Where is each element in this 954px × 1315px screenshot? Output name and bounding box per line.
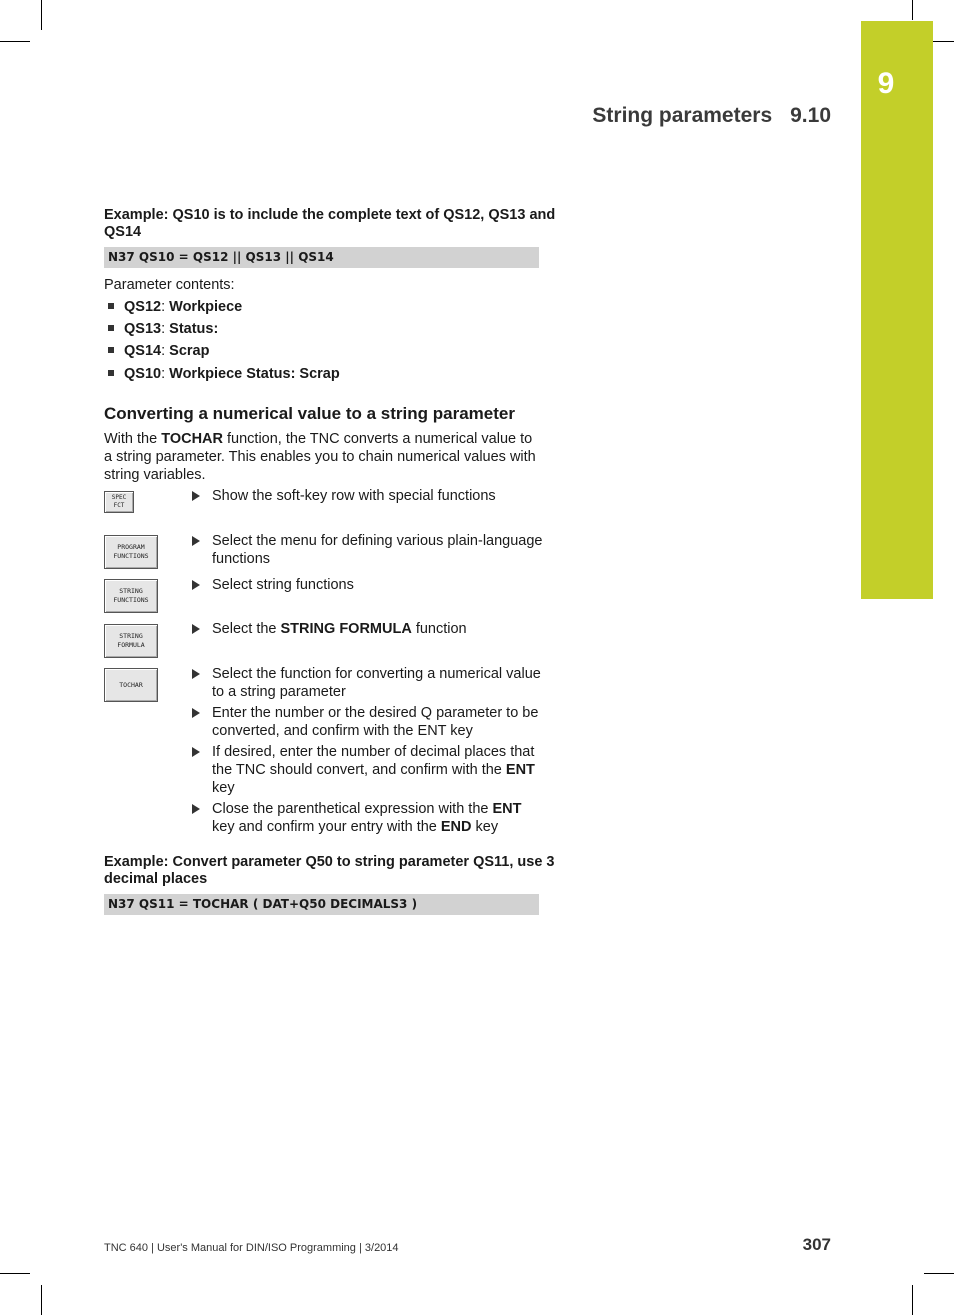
crop-mark <box>912 0 913 20</box>
code-block: N37 QS10 = QS12 || QS13 || QS14 <box>104 247 539 268</box>
step-item: Enter the number or the desired Q parameter to be converted, and confirm with the ENT key <box>192 704 547 740</box>
step-item: Select the function for converting a numerical value to a string parameter <box>192 665 547 701</box>
bullet-square-icon <box>108 347 114 353</box>
list-item: QS12: Workpiece <box>108 298 242 316</box>
arrow-right-icon <box>192 669 200 679</box>
parameter-intro: Parameter contents: <box>104 277 235 293</box>
softkey-string-formula[interactable]: STRING FORMULA <box>104 624 158 658</box>
list-item: QS10: Workpiece Status: Scrap <box>108 365 340 383</box>
step-item: Close the parenthetical expression with the ENT key and confirm your entry with the END key <box>192 800 547 836</box>
step-item: Show the soft-key row with special functions <box>192 487 547 505</box>
arrow-right-icon <box>192 747 200 757</box>
section-heading: Converting a numerical value to a string parameter <box>104 404 515 423</box>
crop-mark <box>912 1285 913 1315</box>
page-number: 307 <box>802 1235 831 1254</box>
arrow-right-icon <box>192 804 200 814</box>
example-heading: Example: QS10 is to include the complete text of QS12, QS13 and QS14 <box>104 207 556 240</box>
section-intro: With the TOCHAR function, the TNC converts a numerical value to a string parameter. This enables you to chain numerical values with string variables. <box>104 431 536 483</box>
bullet-square-icon <box>108 303 114 309</box>
bullet-square-icon <box>108 325 114 331</box>
crop-mark <box>924 1273 954 1274</box>
crop-mark <box>0 1273 30 1274</box>
crop-mark <box>0 41 30 42</box>
running-head-title: String parameters <box>592 104 773 127</box>
step-item: Select the menu for defining various plain-language functions <box>192 532 547 568</box>
softkey-spec-fct[interactable]: SPEC FCT <box>104 491 134 513</box>
example-heading: Example: Convert parameter Q50 to string parameter QS11, use 3 decimal places <box>104 854 555 887</box>
chapter-tab <box>861 21 933 599</box>
arrow-right-icon <box>192 708 200 718</box>
softkey-program-functions[interactable]: PROGRAM FUNCTIONS <box>104 535 158 569</box>
arrow-right-icon <box>192 624 200 634</box>
step-item: Select string functions <box>192 576 547 594</box>
running-head-section: 9.10 <box>790 104 831 127</box>
list-item: QS14: Scrap <box>108 342 209 360</box>
code-block: N37 QS11 = TOCHAR ( DAT+Q50 DECIMALS3 ) <box>104 894 539 915</box>
crop-mark <box>41 0 42 30</box>
softkey-tochar[interactable]: TOCHAR <box>104 668 158 702</box>
running-head <box>592 104 831 128</box>
bullet-square-icon <box>108 370 114 376</box>
footer-text: TNC 640 | User's Manual for DIN/ISO Programming | 3/2014 <box>104 1242 399 1254</box>
step-item: If desired, enter the number of decimal places that the TNC should convert, and confirm with the ENT key <box>192 743 547 797</box>
step-item: Select the STRING FORMULA function <box>192 620 547 638</box>
arrow-right-icon <box>192 491 200 501</box>
softkey-string-functions[interactable]: STRING FUNCTIONS <box>104 579 158 613</box>
arrow-right-icon <box>192 580 200 590</box>
list-item: QS13: Status: <box>108 320 218 338</box>
chapter-number: 9 <box>877 67 895 100</box>
arrow-right-icon <box>192 536 200 546</box>
crop-mark <box>41 1285 42 1315</box>
